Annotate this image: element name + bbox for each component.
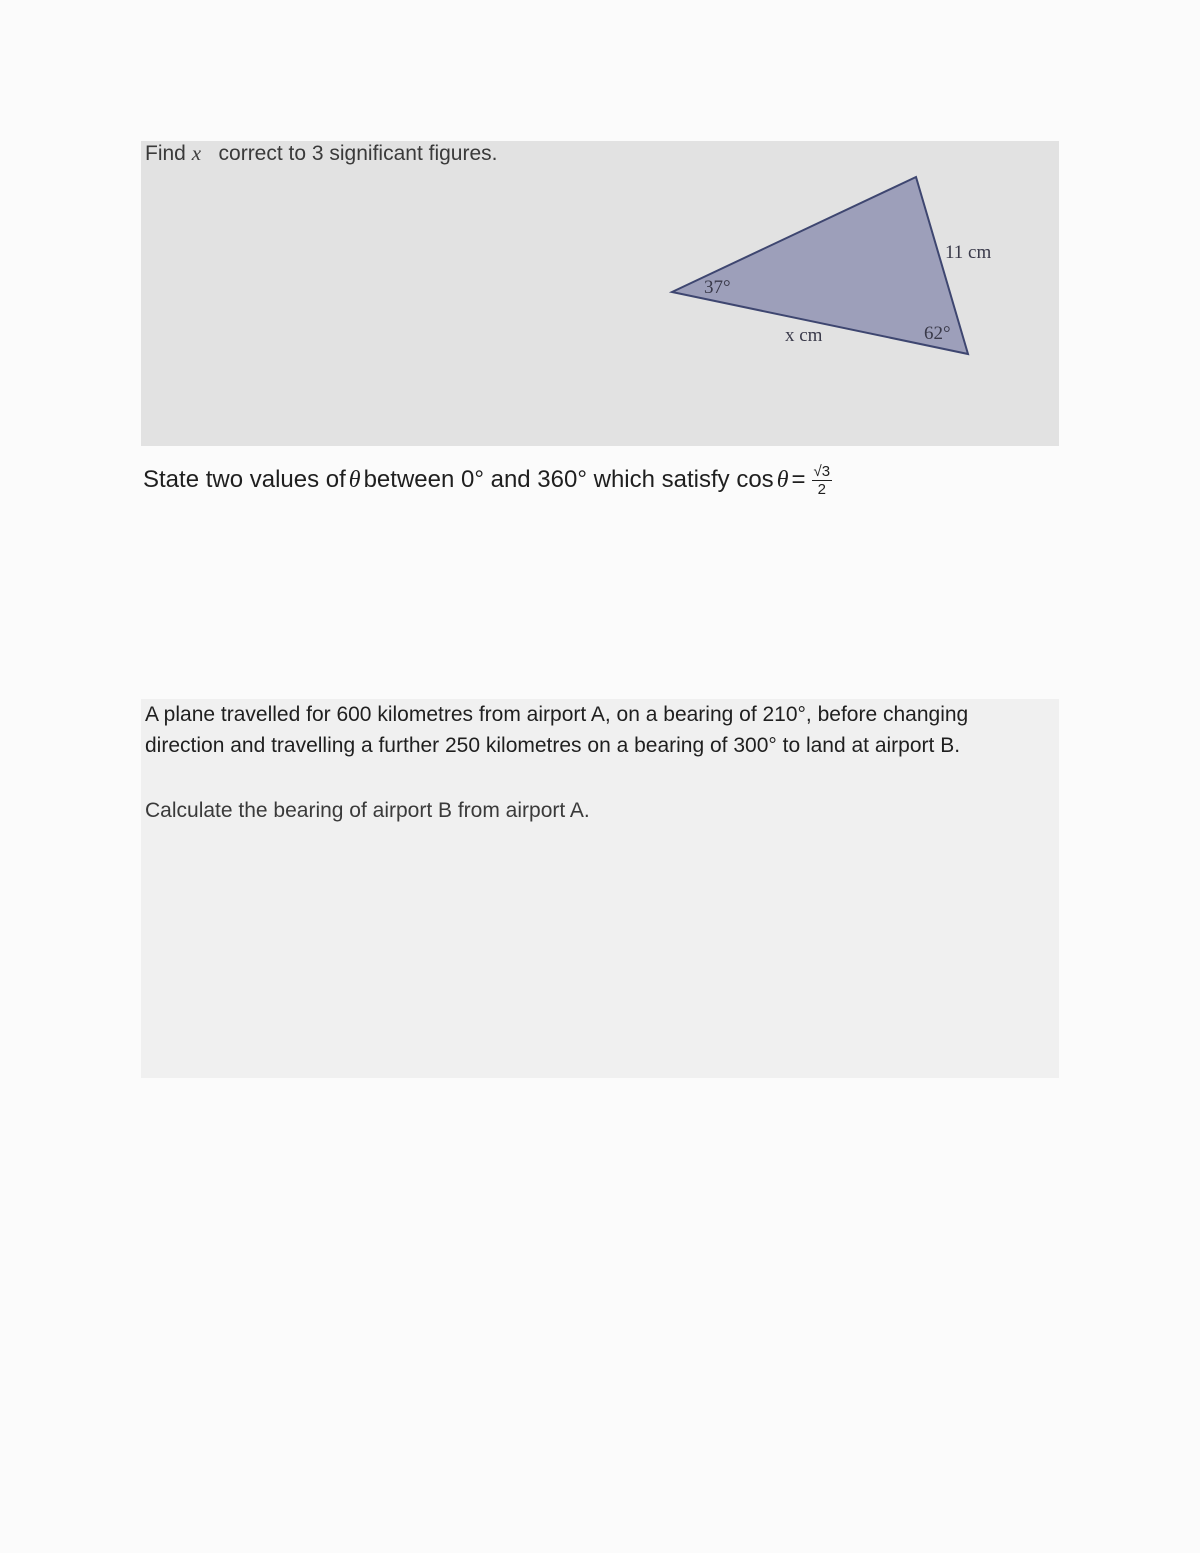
- side-xcm-label: x cm: [785, 325, 823, 346]
- q2-text-before: State two values of: [143, 466, 346, 493]
- fraction-numerator: √3: [813, 462, 831, 480]
- triangle-diagram: [141, 141, 1059, 446]
- q2-text-middle: between 0° and 360° which satisfy cos: [363, 466, 774, 493]
- q1-text-before: Find: [145, 142, 192, 165]
- question-1-panel: [141, 141, 1059, 446]
- angle-37-label: 37°: [704, 277, 731, 298]
- q1-text-after: correct to 3 significant figures.: [201, 142, 498, 165]
- q2-theta-1: θ: [348, 466, 361, 493]
- q2-equals: =: [791, 466, 806, 493]
- question-3-instruction: Calculate the bearing of airport B from airport A.: [145, 799, 590, 822]
- fraction-denominator: 2: [817, 480, 826, 498]
- side-11cm-label: 11 cm: [945, 242, 992, 263]
- q1-variable: x: [191, 141, 202, 165]
- q2-theta-2: θ: [776, 466, 789, 493]
- question-3-panel: [141, 699, 1059, 1078]
- question-2-text: [143, 455, 832, 505]
- question-3-body: A plane travelled for 600 kilometres from airport A, on a bearing of 210°, before changing direction and travelling a further 250 kilometres on a bearing of 300° to land at airport B.: [145, 703, 969, 757]
- sqrt3-over-2-fraction: [812, 463, 833, 498]
- angle-62-label: 62°: [924, 323, 951, 344]
